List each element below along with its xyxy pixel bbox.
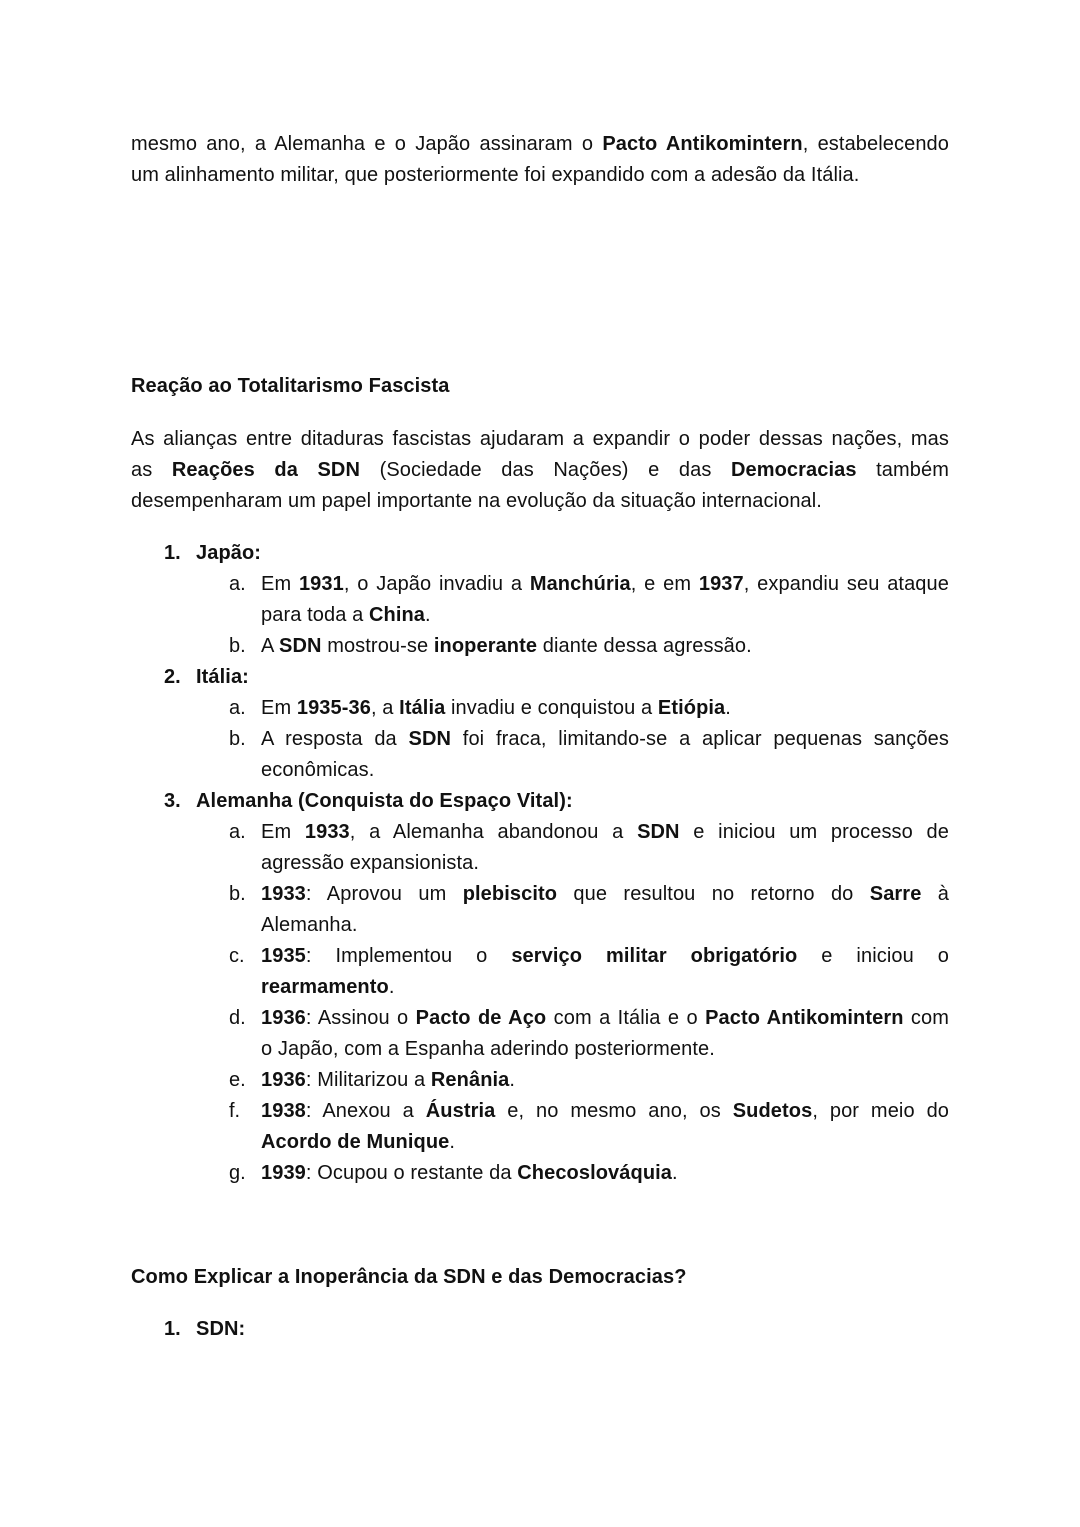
sub-item-line (261, 913, 358, 937)
text-run: mostrou-se (321, 635, 434, 657)
text-run: . (388, 976, 395, 998)
text-run: : Assinou o (305, 1007, 416, 1029)
text-run: : Aprovou um (305, 883, 463, 905)
text-run: com a Itália e o (546, 1007, 706, 1029)
sub-item-line (261, 572, 949, 596)
text-run: , a (370, 697, 400, 719)
bold-text: 1935-36 (296, 697, 371, 719)
sub-item-line (261, 1037, 715, 1061)
text-run: desempenharam um papel importante na evolução da situação internacional. (131, 490, 822, 512)
bold-text: Pacto Antikomintern (602, 133, 803, 155)
list-number: 2. (164, 666, 181, 688)
text-run: Alemanha. (261, 914, 358, 936)
text-run: . (509, 1069, 516, 1091)
text-run: à (921, 883, 949, 905)
list-number: 1. (164, 1318, 181, 1340)
sub-item-line (261, 1130, 455, 1154)
list-number: 3. (164, 790, 181, 812)
text-run: Em (261, 697, 297, 719)
bold-text: China (368, 604, 426, 626)
bold-text: Áustria (425, 1100, 496, 1122)
bold-text: SDN (408, 728, 452, 750)
text-run: e iniciou um processo de (679, 821, 949, 843)
list-item-title-italia: Itália: (196, 666, 249, 688)
text-run: e, no mesmo ano, os (495, 1100, 733, 1122)
sub-item-line (261, 727, 949, 751)
text-run: : Implementou o (305, 945, 512, 967)
sub-item-line (261, 820, 949, 844)
text-run: , o Japão invadiu a (343, 573, 530, 595)
text-run: invadiu e conquistou a (445, 697, 658, 719)
sub-list-letter: b. (229, 883, 246, 905)
text-run: , por meio do (812, 1100, 950, 1122)
sub-item-line (261, 634, 752, 658)
sub-item-line (261, 882, 949, 906)
bold-text: 1937 (698, 573, 744, 595)
bold-text: Sudetos (732, 1100, 813, 1122)
text-run: agressão expansionista. (261, 852, 479, 874)
text-run: (Sociedade das Nações) e das (360, 459, 731, 481)
sub-list-letter: d. (229, 1007, 246, 1029)
section-heading-reacao: Reação ao Totalitarismo Fascista (131, 375, 450, 397)
text-run: com (903, 1007, 949, 1029)
sub-item-line (261, 851, 479, 875)
bold-text: Reações da SDN (171, 459, 361, 481)
bold-text: Renânia (430, 1069, 510, 1091)
text-run: as (131, 459, 172, 481)
bold-text: plebiscito (462, 883, 558, 905)
text-run: , a Alemanha abandonou a (349, 821, 638, 843)
bold-text: 1938 (261, 1100, 306, 1122)
text-run: econômicas. (261, 759, 375, 781)
sub-item-line (261, 1099, 949, 1123)
bold-text: Checoslováquia (517, 1162, 673, 1184)
text-run: : Militarizou a (305, 1069, 431, 1091)
bold-text: 1939 (261, 1162, 306, 1184)
section1-para-line-2 (131, 458, 949, 482)
section-heading-inoperancia: Como Explicar a Inoperância da SDN e das Democracias? (131, 1266, 687, 1288)
text-run: um alinhamento militar, que posteriormente foi expandido com a adesão da Itália. (131, 164, 860, 186)
bold-text: 1931 (298, 573, 344, 595)
text-run: As alianças entre ditaduras fascistas ajudaram a expandir o poder dessas nações, mas (131, 428, 949, 450)
text-run: Em (261, 821, 305, 843)
text-run: para toda a (261, 604, 369, 626)
text-run: . (672, 1162, 678, 1184)
sub-list-letter: b. (229, 728, 246, 750)
bold-text: Acordo de Munique (261, 1131, 450, 1153)
sub-list-letter: a. (229, 573, 246, 595)
bold-text: Etiópia (657, 697, 726, 719)
bold-text: Itália (399, 697, 446, 719)
text-run: o Japão, com a Espanha aderindo posteriormente. (261, 1038, 715, 1060)
text-run: . (449, 1131, 456, 1153)
bold-text: inoperante (433, 635, 538, 657)
list-item-title-japao: Japão: (196, 542, 262, 564)
sub-list-letter: b. (229, 635, 246, 657)
sub-list-letter: g. (229, 1162, 246, 1184)
section1-para-line-1 (131, 427, 949, 451)
sub-item-line (261, 603, 431, 627)
list-number: 1. (164, 542, 181, 564)
bold-text: 1935 (261, 945, 306, 967)
bold-text: Pacto de Aço (415, 1007, 547, 1029)
bold-text: 1936 (261, 1069, 306, 1091)
text-run: . (725, 697, 731, 719)
text-run: e iniciou o (797, 945, 949, 967)
text-run: diante dessa agressão. (537, 635, 752, 657)
bold-text: serviço militar obrigatório (511, 945, 798, 967)
bold-text: Manchúria (529, 573, 631, 595)
sub-item-line (261, 944, 949, 968)
list-item-title-sdn: SDN: (196, 1318, 246, 1340)
text-run: A resposta da (261, 728, 409, 750)
section1-para-line-3 (131, 489, 822, 513)
sub-item-line (261, 975, 395, 999)
text-run: , e em (630, 573, 699, 595)
bold-text: Democracias (730, 459, 857, 481)
text-run: que resultou no retorno do (557, 883, 870, 905)
sub-item-line (261, 1068, 515, 1092)
bold-text: SDN (279, 635, 322, 657)
sub-list-letter: c. (229, 945, 245, 967)
text-run: A (261, 635, 279, 657)
sub-list-letter: f. (229, 1100, 241, 1122)
text-run: também (856, 459, 949, 481)
sub-item-line (261, 1161, 678, 1185)
intro-line-2 (131, 163, 859, 187)
list-item-title-alemanha: Alemanha (Conquista do Espaço Vital): (196, 790, 573, 812)
text-run: : Anexou a (305, 1100, 426, 1122)
bold-text: Sarre (869, 883, 922, 905)
sub-list-letter: a. (229, 697, 246, 719)
text-run: . (425, 604, 431, 626)
text-run: , expandiu seu ataque (743, 573, 949, 595)
bold-text: rearmamento (261, 976, 389, 998)
bold-text: 1936 (261, 1007, 306, 1029)
text-run: foi fraca, limitando-se a aplicar pequenas sanções (451, 728, 949, 750)
text-run: : Ocupou o restante da (305, 1162, 518, 1184)
intro-line-1 (131, 132, 949, 156)
bold-text: Pacto Antikomintern (705, 1007, 904, 1029)
bold-text: 1933 (304, 821, 350, 843)
text-run: , estabelecendo (802, 133, 949, 155)
text-run: Em (261, 573, 299, 595)
sub-item-line (261, 758, 374, 782)
sub-item-line (261, 696, 731, 720)
sub-list-letter: e. (229, 1069, 246, 1091)
sub-list-letter: a. (229, 821, 246, 843)
sub-item-line (261, 1006, 949, 1030)
bold-text: 1933 (261, 883, 306, 905)
text-run: mesmo ano, a Alemanha e o Japão assinaram o (131, 133, 603, 155)
bold-text: SDN (637, 821, 680, 843)
